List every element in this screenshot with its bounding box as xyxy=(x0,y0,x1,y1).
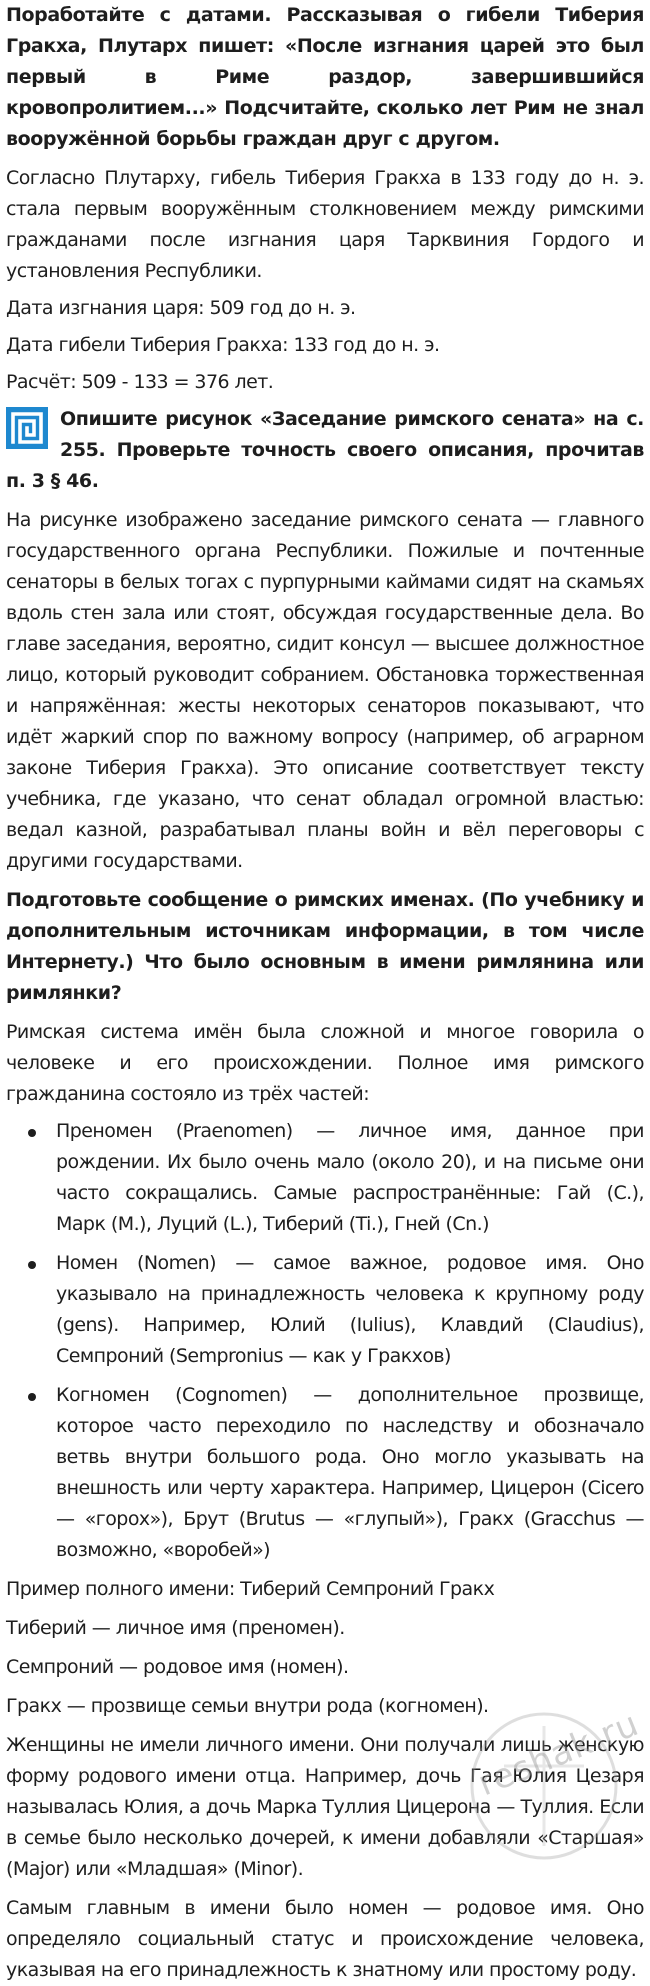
date-death: Дата гибели Тиберия Гракха: 133 год до н. э. xyxy=(6,334,440,356)
meander-pattern-icon xyxy=(6,407,48,449)
task-senate-heading xyxy=(6,404,644,497)
bullet-icon xyxy=(28,1129,36,1137)
list-item xyxy=(56,1248,644,1372)
list-item-text: Номен (Nomen) — самое важное, родовое имя. Оно указывало на принадлежность человека к крупному роду (gens). Например, Юлий (Iulius), Клавдий (Claudius), Семпроний (Sempronius — как у Гракхов) xyxy=(56,1252,644,1367)
list-item-text: Когномен (Cognomen) — дополнительное прозвище, которое часто переходило по наследству и обозначало ветвь внутри большого рода. Оно могло указывать на внешность или черту характера. Например, Цицерон (Cicero — «горох»), Брут (Brutus — «глупый»), Гракх (Gracchus — возможно, «воробей») xyxy=(56,1384,644,1561)
date-kings: Дата изгнания царя: 509 год до н. э. xyxy=(6,297,356,319)
calculation: Расчёт: 509 - 133 = 376 лет. xyxy=(6,371,274,393)
name-parts-list xyxy=(6,1116,644,1566)
names-intro: Римская система имён была сложной и многое говорила о человеке и его происхождении. Полное имя римского гражданина состояло из трёх частей: xyxy=(6,1021,644,1105)
watermark-text: reshak.ru xyxy=(472,1703,645,1805)
answer-intro: Согласно Плутарху, гибель Тиберия Гракха в 133 году до н. э. стала первым вооружённым столкновением между римскими гражданами после изгнания царя Тарквиния Гордого и установления Республики. xyxy=(6,167,644,282)
example-cognomen: Гракх — прозвище семьи внутри рода (когномен). xyxy=(6,1695,489,1717)
full-name-example: Пример полного имени: Тиберий Семпроний Гракх xyxy=(6,1578,495,1600)
bullet-icon xyxy=(28,1393,36,1401)
bullet-icon xyxy=(28,1261,36,1269)
list-item xyxy=(56,1380,644,1566)
list-item-text: Преномен (Praenomen) — личное имя, данное при рождении. Их было очень мало (около 20), и на письме они часто сокращались. Самые распространённые: Гай (C.), Марк (M.), Луций (L.), Тиберий (Ti.), Гней (Cn.) xyxy=(56,1120,644,1235)
example-nomen: Семпроний — родовое имя (номен). xyxy=(6,1656,349,1678)
question-senate: Опишите рисунок «Заседание римского сената» на с. 255. Проверьте точность своего описания, прочитав п. 3 § 46. xyxy=(6,408,644,492)
women-names: Женщины не имели личного имени. Они получали лишь женскую форму родового имени отца. Например, дочь Гая Юлия Цезаря называлась Юлия, а дочь Марка Туллия Цицерона — Туллия. Если в семье было несколько дочерей, к имени добавляли «Старшая» (Major) или «Младшая» (Minor). xyxy=(6,1734,644,1880)
example-praenomen: Тиберий — личное имя (преномен). xyxy=(6,1617,345,1639)
question-names: Подготовьте сообщение о римских именах. (По учебнику и дополнительным источникам информации, в том числе Интернету.) Что было основным в имени римлянина или римлянки? xyxy=(6,889,644,1004)
conclusion: Самым главным в имени было номен — родовое имя. Оно определяло социальный статус и происхождение человека, указывая на его принадлежность к знатному или простому роду. xyxy=(6,1897,644,1981)
list-item xyxy=(56,1116,644,1240)
answer-senate: На рисунке изображено заседание римского сената — главного государственного органа Республики. Пожилые и почтенные сенаторы в белых тогах с пурпурными каймами сидят на скамьях вдоль стен зала или стоят, обсуждая государственные дела. Во главе заседания, вероятно, сидит консул — высшее должностное лицо, который руководит собранием. Обстановка торжественная и напряжённая: жесты некоторых сенаторов показывают, что идёт жаркий спор по важному вопросу (например, об аграрном законе Тиберия Гракха). Это описание соответствует тексту учебника, где указано, что сенат обладал огромной властью: ведал казной, разрабатывал планы войн и вёл переговоры с другими государствами. xyxy=(6,509,644,872)
question-dates: Поработайте с датами. Рассказывая о гибели Тиберия Гракха, Плутарх пишет: «После изгнания царей это был первый в Риме раздор, завершившийся кровопролитием...» Подсчитайте, сколько лет Рим не знал вооружённой борьбы граждан друг с другом. xyxy=(6,4,644,150)
